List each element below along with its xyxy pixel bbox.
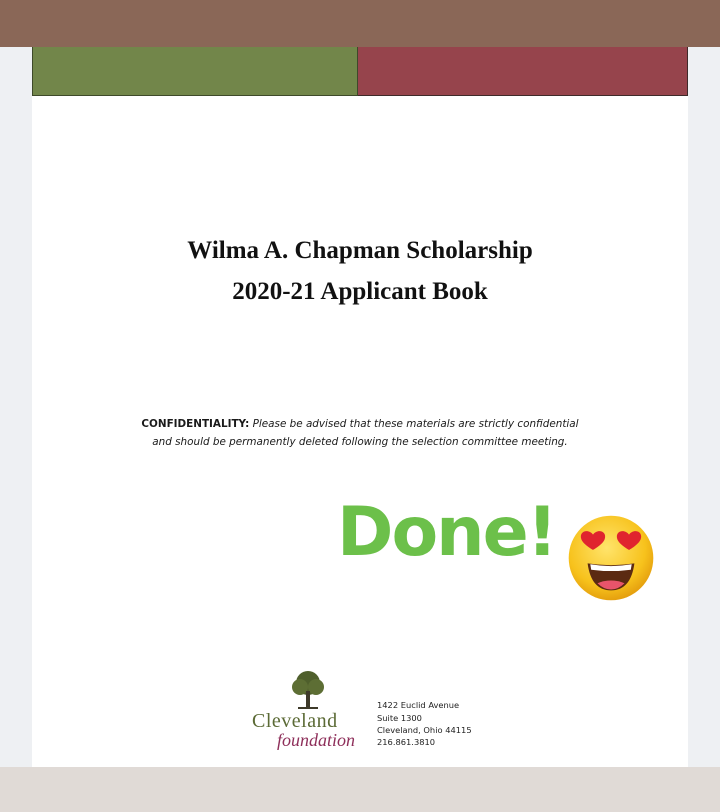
confidentiality-label: CONFIDENTIALITY: [141, 418, 250, 430]
logo-cleveland-text: Cleveland [252, 710, 338, 732]
address-street: 1422 Euclid Avenue [377, 700, 460, 710]
bottom-color-band [0, 767, 720, 812]
top-color-band [0, 0, 720, 47]
address-city: Cleveland, Ohio 44115 [377, 725, 472, 735]
document-page [32, 47, 688, 767]
logo-foundation-text: foundation [277, 730, 356, 750]
address-suite: Suite 1300 [377, 713, 422, 723]
header-band-red [358, 47, 688, 96]
confidentiality-text-1: Please be advised that these materials are strictly confidential [252, 418, 579, 430]
address-phone: 216.861.3810 [377, 737, 436, 747]
confidentiality-line-2 [32, 436, 688, 448]
header-band-green [32, 47, 358, 96]
document-subtitle: 2020-21 Applicant Book [232, 278, 488, 305]
confidentiality-line-1 [32, 418, 688, 430]
tree-icon [290, 669, 326, 713]
confidentiality-text-2: and should be permanently deleted following the selection committee meeting. [152, 436, 568, 448]
document-title: Wilma A. Chapman Scholarship [187, 237, 533, 264]
heart-eyes-emoji-icon [566, 513, 656, 603]
done-sticker-text: Done! [337, 493, 556, 572]
